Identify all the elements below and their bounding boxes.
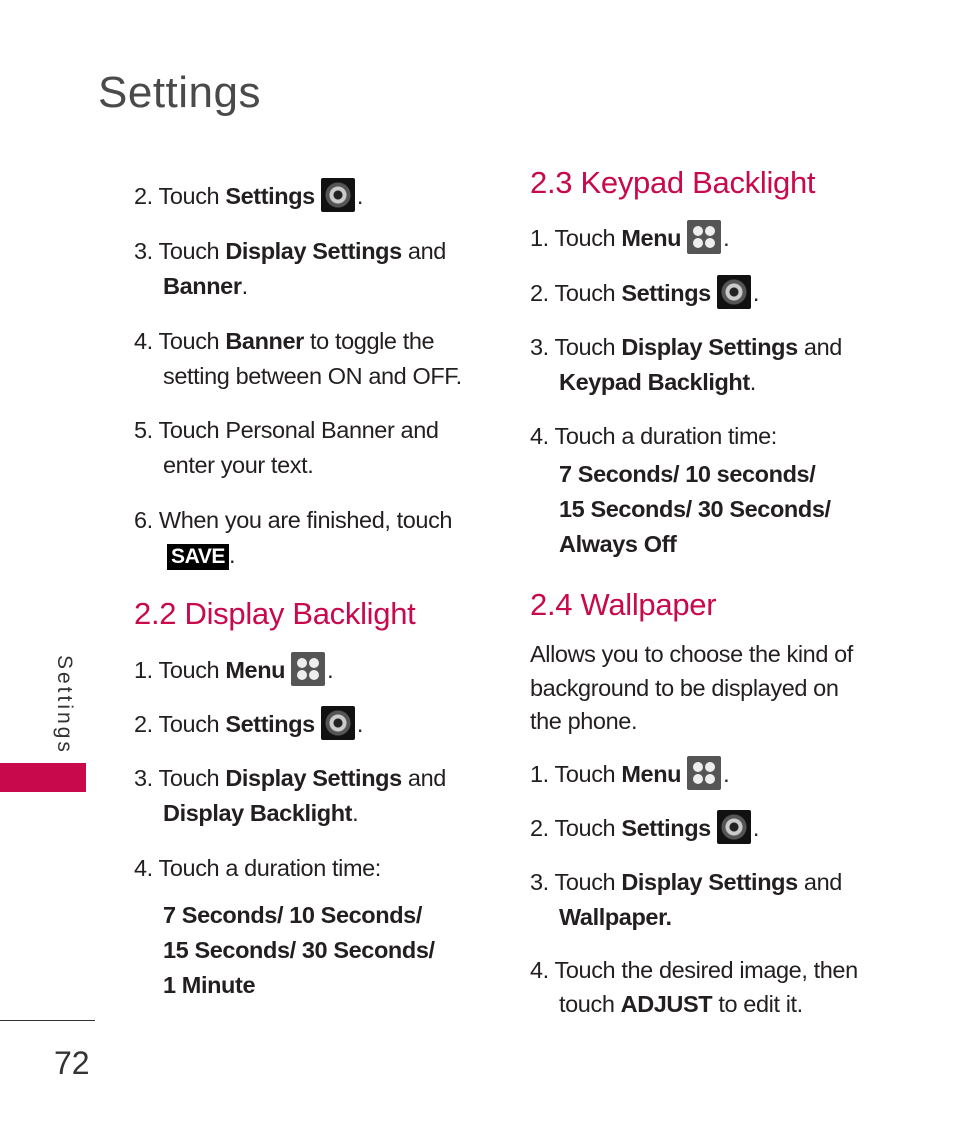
settings-gear-icon (717, 275, 751, 309)
instruction-step (134, 178, 484, 214)
step-text: 2. Touch (134, 711, 226, 737)
step-text: 2. Touch (134, 183, 226, 209)
instruction-step (530, 953, 890, 1021)
instruction-step (530, 810, 890, 846)
menu-dot (693, 762, 703, 772)
step-text: . (752, 280, 759, 306)
instruction-step (134, 503, 484, 573)
step-text: 3. Touch (134, 765, 226, 791)
paragraph-text: the phone. (530, 708, 638, 734)
menu-grid-icon (291, 652, 325, 686)
menu-dot (693, 226, 703, 236)
step-text: and (797, 869, 842, 895)
menu-grid-icon (687, 220, 721, 254)
ui-term: Display Settings (621, 334, 798, 360)
ui-term: Settings (225, 183, 315, 209)
step-text: 4. Touch a duration time: (134, 855, 381, 881)
instruction-step (530, 756, 890, 792)
step-text: enter your text. (163, 452, 314, 478)
ui-term: Banner (163, 273, 242, 299)
instruction-step (134, 706, 484, 742)
step-text: and (401, 765, 446, 791)
menu-dot (309, 670, 319, 680)
ui-term: Banner (225, 328, 304, 354)
ui-term: Display Settings (225, 238, 402, 264)
step-text: setting between ON and OFF. (163, 363, 462, 389)
duration-options: 7 Seconds/ 10 seconds/ (559, 461, 816, 487)
duration-options: 7 Seconds/ 10 Seconds/ (163, 902, 422, 928)
paragraph-text: background to be displayed on (530, 674, 839, 701)
menu-dot (297, 670, 307, 680)
ui-term: Settings (225, 711, 315, 737)
step-text: and (797, 334, 842, 360)
menu-dot (705, 774, 715, 784)
instruction-step (134, 234, 484, 304)
page-number: 72 (54, 1045, 90, 1081)
save-button-glyph: SAVE (167, 544, 229, 570)
ui-term: Settings (621, 280, 711, 306)
ui-term: Display Settings (621, 869, 798, 895)
instruction-step (530, 865, 890, 935)
step-text: . (241, 273, 248, 299)
ui-term: Wallpaper. (559, 904, 672, 930)
step-text: 1. Touch (530, 225, 622, 251)
instruction-step (134, 761, 484, 831)
step-text: . (229, 542, 236, 568)
menu-dot (705, 226, 715, 236)
ui-term: Menu (225, 657, 286, 683)
instruction-step (134, 898, 484, 1003)
section-heading (530, 165, 890, 203)
menu-dot (309, 658, 319, 668)
instruction-step (530, 275, 890, 311)
step-text: . (749, 369, 756, 395)
step-text: . (723, 225, 730, 251)
section-heading (134, 596, 484, 634)
step-text: . (356, 183, 363, 209)
instruction-step (530, 638, 890, 739)
step-text: 3. Touch (530, 334, 622, 360)
duration-options: 1 Minute (163, 972, 256, 998)
step-text: and (401, 238, 446, 264)
ui-term: Settings (621, 815, 711, 841)
section-heading-text: 2.2 Display Backlight (134, 596, 416, 631)
step-text: 5. Touch Personal Banner and (134, 417, 439, 443)
side-tab-marker (0, 763, 86, 792)
menu-dot (693, 238, 703, 248)
step-text: . (327, 657, 334, 683)
step-text: . (723, 761, 730, 787)
settings-gear-icon (321, 706, 355, 740)
paragraph-text: Allows you to choose the kind of (530, 641, 853, 667)
step-text: 1. Touch (134, 657, 226, 683)
step-text: 3. Touch (530, 869, 622, 895)
step-text: 4. Touch (134, 328, 226, 354)
instruction-step (134, 652, 484, 688)
instruction-step (134, 413, 484, 483)
step-text: 1. Touch (530, 761, 622, 787)
step-text: to edit it. (712, 991, 803, 1017)
step-text: 4. Touch a duration time: (530, 423, 777, 449)
ui-term: Menu (621, 761, 682, 787)
ui-term: ADJUST (620, 991, 713, 1017)
settings-gear-icon (321, 178, 355, 212)
menu-dot (705, 762, 715, 772)
instruction-step (134, 324, 484, 394)
footer-rule (0, 1020, 95, 1021)
step-text: touch (559, 991, 621, 1017)
settings-gear-icon (717, 810, 751, 844)
section-heading-text: 2.3 Keypad Backlight (530, 165, 816, 200)
instruction-step (530, 457, 890, 562)
step-text: 6. When you are finished, touch (134, 507, 453, 533)
menu-grid-icon (687, 756, 721, 790)
menu-dot (693, 774, 703, 784)
instruction-step (530, 220, 890, 256)
instruction-step (134, 851, 484, 886)
duration-options: 15 Seconds/ 30 Seconds/ (559, 496, 831, 522)
ui-term: Display Settings (225, 765, 402, 791)
ui-term: Keypad Backlight (559, 369, 750, 395)
instruction-step (530, 419, 890, 454)
menu-dot (705, 238, 715, 248)
step-text: 2. Touch (530, 815, 622, 841)
step-text: 2. Touch (530, 280, 622, 306)
ui-term: Display Backlight (163, 800, 353, 826)
step-text: . (752, 815, 759, 841)
step-text: to toggle the (303, 328, 435, 354)
step-text: 3. Touch (134, 238, 226, 264)
step-text: . (356, 711, 363, 737)
instruction-step (530, 330, 890, 400)
step-text: 4. Touch the desired image, then (530, 957, 858, 983)
step-text: . (352, 800, 359, 826)
section-heading (530, 587, 890, 625)
side-tab-label: Settings (53, 655, 76, 755)
menu-dot (297, 658, 307, 668)
duration-options: 15 Seconds/ 30 Seconds/ (163, 937, 435, 963)
page-title: Settings (98, 68, 261, 117)
duration-options: Always Off (559, 531, 677, 557)
ui-term: Menu (621, 225, 682, 251)
section-heading-text: 2.4 Wallpaper (530, 587, 717, 622)
